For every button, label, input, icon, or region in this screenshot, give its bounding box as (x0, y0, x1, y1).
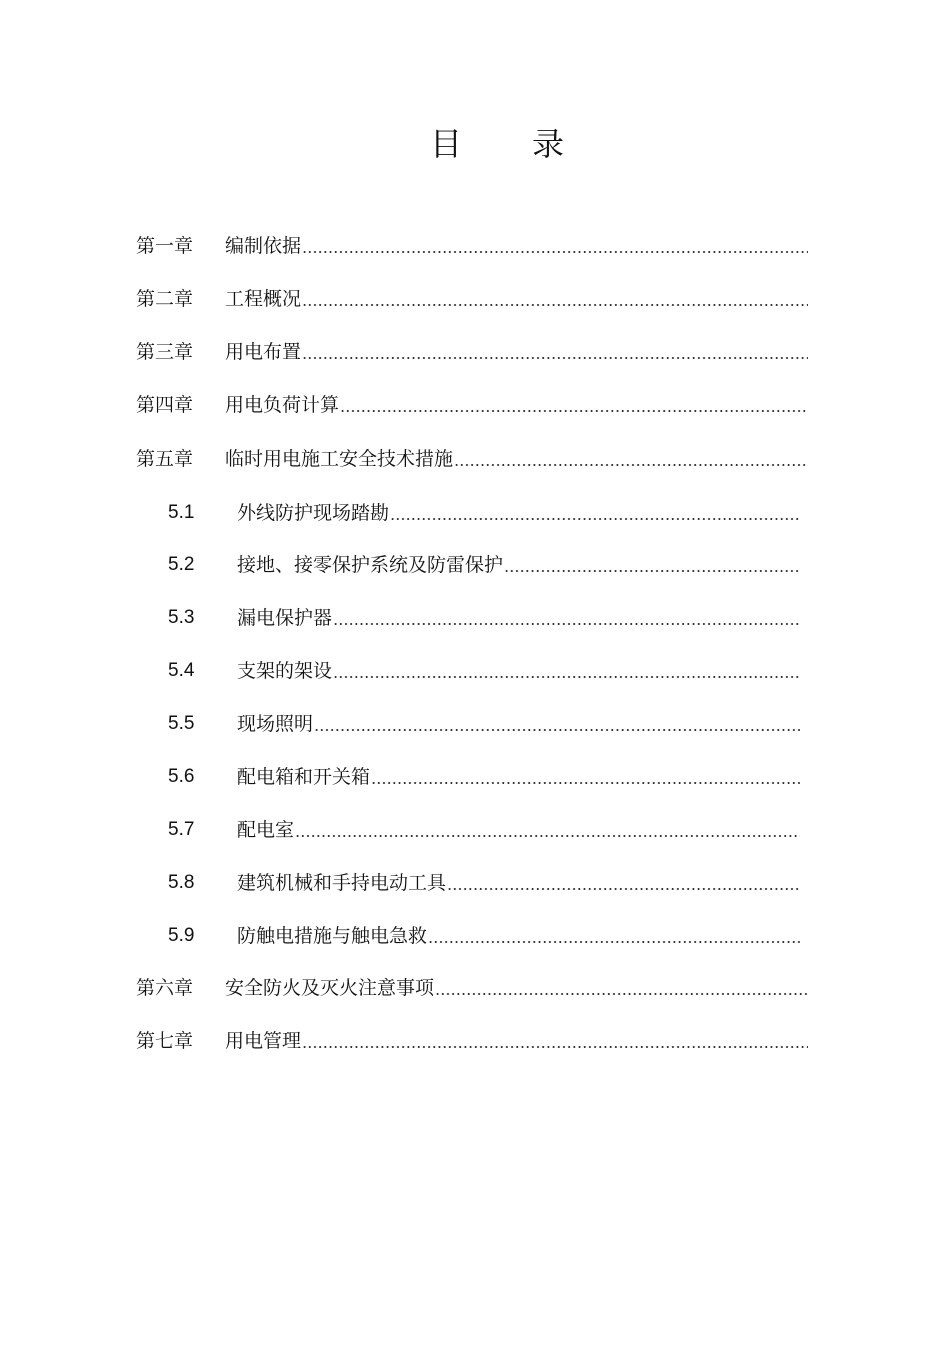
toc-entry-number: 5.2 (168, 554, 195, 575)
toc-entry-label: 外线防护现场踏勘 (237, 502, 390, 524)
toc-entry-label: 防触电措施与触电急救 (237, 925, 428, 947)
dot-leader (302, 337, 808, 367)
toc-entry-label: 接地、接零保护系统及防雷保护 (237, 554, 504, 576)
toc-entry-section-5-6[interactable] (168, 762, 800, 792)
toc-entry-label: 配电室 (237, 819, 295, 841)
toc-entry-chapter-5[interactable] (136, 444, 808, 474)
dot-leader (371, 762, 800, 792)
toc-entry-label: 编制依据 (225, 235, 302, 257)
toc-entry-label: 用电负荷计算 (225, 394, 340, 416)
dot-leader (295, 815, 800, 845)
dot-leader (435, 973, 808, 1003)
toc-entry-number: 5.5 (168, 713, 195, 734)
toc-entry-number: 第七章 (136, 1030, 194, 1052)
toc-entry-chapter-2[interactable] (136, 284, 808, 314)
toc-entry-number: 5.8 (168, 872, 195, 893)
toc-entry-chapter-1[interactable] (136, 231, 808, 261)
toc-entry-number: 5.9 (168, 925, 195, 946)
toc-entry-number: 5.6 (168, 766, 195, 787)
toc-entry-label: 用电管理 (225, 1030, 302, 1052)
toc-entry-section-5-1[interactable] (168, 498, 800, 528)
dot-leader (428, 921, 800, 951)
toc-entry-label: 支架的架设 (237, 660, 333, 682)
toc-entry-label: 工程概况 (225, 288, 302, 310)
toc-entry-number: 5.1 (168, 502, 195, 523)
dot-leader (454, 444, 808, 474)
toc-entry-label: 安全防火及灭火注意事项 (225, 977, 435, 999)
toc-entry-number: 5.7 (168, 819, 195, 840)
toc-entry-section-5-7[interactable] (168, 815, 800, 845)
toc-entry-section-5-2[interactable] (168, 550, 800, 580)
toc-entry-number: 第二章 (136, 288, 194, 310)
toc-entry-label: 现场照明 (237, 713, 314, 735)
toc-entry-label: 漏电保护器 (237, 607, 333, 629)
dot-leader (390, 498, 800, 528)
toc-entry-number: 第三章 (136, 341, 194, 363)
toc-entry-section-5-5[interactable] (168, 709, 800, 739)
toc-entry-chapter-3[interactable] (136, 337, 808, 367)
toc-entry-number: 5.3 (168, 607, 195, 628)
dot-leader (447, 868, 800, 898)
dot-leader (333, 656, 800, 686)
toc-entry-number: 第五章 (136, 448, 194, 470)
title-char-2: 录 (532, 125, 565, 163)
toc-entry-label: 临时用电施工安全技术措施 (225, 448, 454, 470)
toc-entry-section-5-9[interactable] (168, 921, 800, 951)
dot-leader (314, 709, 800, 739)
toc-entry-label: 建筑机械和手持电动工具 (237, 872, 447, 894)
toc-entry-section-5-3[interactable] (168, 603, 800, 633)
dot-leader (504, 550, 800, 580)
toc-entry-chapter-4[interactable] (136, 390, 808, 420)
dot-leader (340, 390, 808, 420)
toc-entry-chapter-6[interactable] (136, 973, 808, 1003)
dot-leader (302, 231, 808, 261)
toc-entry-label: 用电布置 (225, 341, 302, 363)
dot-leader (302, 1026, 808, 1056)
toc-entry-label: 配电箱和开关箱 (237, 766, 371, 788)
toc-entry-section-5-8[interactable] (168, 868, 800, 898)
toc-entry-section-5-4[interactable] (168, 656, 800, 686)
title-char-1: 目 (430, 125, 463, 163)
toc-entry-number: 第四章 (136, 394, 194, 416)
toc-entry-number: 第一章 (136, 235, 194, 257)
toc-entry-number: 第六章 (136, 977, 194, 999)
dot-leader (302, 284, 808, 314)
toc-entry-chapter-7[interactable] (136, 1026, 808, 1056)
toc-entry-number: 5.4 (168, 660, 195, 681)
dot-leader (333, 603, 800, 633)
